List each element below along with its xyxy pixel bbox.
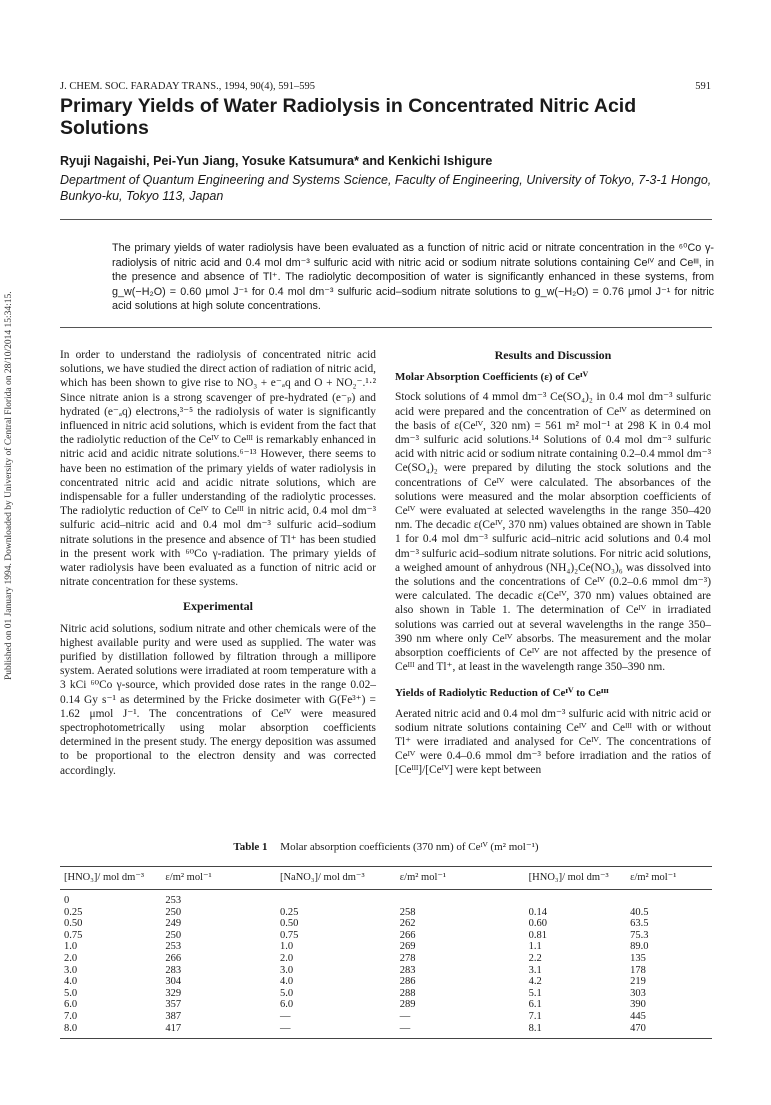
table-body <box>60 890 712 1039</box>
table-cell: 5.1 <box>528 987 542 999</box>
table-cell: 0.50 <box>64 918 83 930</box>
experimental-paragraph: Nitric acid solutions, sodium nitrate and other chemicals were of the highest available purity and were used as supplied. The water was purified by distillation followed by filtration through a millipore system. Aerated solutions were irradiated at room temperature with a 3 kCi ⁶⁰Co γ-source, which provided dose rates in the range 0.02–0.14 Gy s⁻¹ as determined by the Fricke dosimeter with G(Fe³⁺) = 1.62 μmol J⁻¹. The concentrations of Ceᴵⱽ were measured spectrophotometrically using molar absorption coefficients determined in the present study. The energy deposition was assumed to be proportional to the electron density and was corrected accordingly. <box>60 622 376 777</box>
table-cell: 4.0 <box>279 976 294 988</box>
experimental-heading: Experimental <box>183 599 253 614</box>
table-cell: 75.3 <box>630 929 649 941</box>
table-cell: 329 <box>165 987 182 999</box>
table-row <box>60 890 712 907</box>
article-title: Primary Yields of Water Radiolysis in Concentrated Nitric Acid Solutions <box>60 95 637 139</box>
table-caption <box>60 840 712 853</box>
table-cell <box>396 890 525 907</box>
table-cell: 266 <box>399 929 416 941</box>
table-cell: 2.0 <box>279 952 294 964</box>
table-cell: 253 <box>165 941 182 953</box>
table-cell: 445 <box>630 1010 646 1022</box>
table-cell: 3.1 <box>528 964 542 976</box>
table-cell: 3.0 <box>64 964 78 976</box>
table-cell: — <box>399 1022 411 1034</box>
table-cell: 2.0 <box>64 952 78 964</box>
journal-citation: J. CHEM. SOC. FARADAY TRANS., 1994, 90(4), 591–595 <box>60 81 315 92</box>
table-cell: 63.5 <box>630 918 649 930</box>
left-column <box>60 348 376 778</box>
col-header-nano3: [NaNO₃]/ mol dm⁻³ <box>279 872 365 883</box>
table-cell: 8.0 <box>64 1022 78 1034</box>
author-list: Ryuji Nagaishi, Pei-Yun Jiang, Yosuke Katsumura* and Kenkichi Ishigure <box>60 154 493 168</box>
table-cell: 0.25 <box>279 906 299 918</box>
intro-paragraph: In order to understand the radiolysis of concentrated nitric acid solutions, we have studied the direct action of radiation of nitric acid, which has been shown to give rise to NO₃ + e⁻ₐq and O + NO₂⁻.¹·² Since nitrate anion is a strong scavenger of pre-hydrated (e⁻ₚ) and hydrated (e⁻ₐq) electrons,³⁻⁵ the radiolysis of water is significantly influenced in nitric acid solutions, which is evident from the fact that the radiolytic reduction of the Ceᴵⱽ to Ceᴵᴵᴵ is remarkably enhanced in nitric acid and acidic nitrate solutions.⁶⁻¹³ However, there seems to have been no estimation of the primary yields of water radiolysis in concentrated nitric acid and acidic nitrate solutions, which are indispensable for a fuller understanding of the radiolytic processes. The radiolytic reduction of Ceᴵⱽ to Ceᴵᴵᴵ in nitric acid, 0.4 mol dm⁻³ sulfuric acid–nitric acid and 0.4 mol dm⁻³ sulfuric acid–sodium nitrate solutions in the presence and absence of Tl⁺ has been studied in the present work with ⁶⁰Co γ-radiation. The primary yields of water radiolysis have been evaluated as a function of nitric acid or nitrate concentration for these systems. <box>60 349 376 589</box>
col-header-hno3-1: [HNO₃]/ mol dm⁻³ <box>64 872 145 883</box>
right-column <box>395 348 711 778</box>
table-cell: 250 <box>165 929 182 941</box>
table-cell: 4.0 <box>64 976 78 988</box>
absorption-table <box>60 866 712 1039</box>
table-row <box>60 999 712 1011</box>
table-cell: 219 <box>630 976 646 988</box>
divider-top <box>60 219 712 220</box>
table-cell: 0.14 <box>528 906 548 918</box>
col-header-eps-3: ε/m² mol⁻¹ <box>630 872 677 883</box>
table-cell: 269 <box>399 941 416 953</box>
table-row <box>60 988 712 1000</box>
table-cell: 253 <box>165 895 182 906</box>
table-cell: 0.75 <box>279 929 299 941</box>
table-row <box>60 1023 712 1039</box>
side-stamp-text: Published on 01 January 1994. Downloaded by University of Central Florida on 28/10/2014 15:34:15. <box>4 291 14 680</box>
table-cell: 470 <box>630 1022 646 1034</box>
table-cell: 258 <box>399 906 416 918</box>
table-cell: 303 <box>630 987 646 999</box>
table-cell <box>276 890 396 907</box>
table-cell: 278 <box>399 952 416 964</box>
table-cell: 390 <box>630 999 646 1011</box>
table-cell: 0.75 <box>64 929 83 941</box>
table-cell: 1.0 <box>64 941 78 953</box>
table-cell <box>525 890 626 907</box>
table-row <box>60 941 712 953</box>
table-cell <box>626 890 712 907</box>
table-cell: — <box>399 1010 411 1022</box>
table-cell: 0 <box>64 895 70 906</box>
table-cell: 1.1 <box>528 941 542 953</box>
table-cell: 0.60 <box>528 918 548 930</box>
table-cell: 250 <box>165 906 182 918</box>
table-cell: 89.0 <box>630 941 649 953</box>
table-cell: 283 <box>165 964 182 976</box>
table-cell: — <box>279 1010 291 1022</box>
table-caption-text: Molar absorption coefficients (370 nm) of Ceᴵⱽ (m² mol⁻¹) <box>280 841 539 853</box>
table-cell: 249 <box>165 918 182 930</box>
abstract: The primary yields of water radiolysis have been evaluated as a function of nitric acid or nitrate concentration in the ⁶⁰Co γ-radiolysis of nitric acid and 0.4 mol dm⁻³ sulfuric acid with nitric acid or sodium nitrate solutions containing Ceᴵⱽ and Ceᴵᴵᴵ, in the presence and absence of Tl⁺. The radiolytic decomposition of water is significantly enhanced in these systems, from g_w(−H₂O) = 0.60 μmol J⁻¹ for 0.4 mol dm⁻³ sulfuric acid–sodium nitrate solutions to g_w(−H₂O) = 0.76 μmol J⁻¹ for nitric acid solutions at high solute concentrations. <box>112 242 714 313</box>
table-cell: 4.2 <box>528 976 542 988</box>
table-cell: 283 <box>399 964 416 976</box>
table-cell: 2.2 <box>528 952 542 964</box>
table-cell: 266 <box>165 952 182 964</box>
table-cell: 135 <box>630 952 646 964</box>
table-cell: 7.0 <box>64 1010 78 1022</box>
table-cell: 8.1 <box>528 1022 542 1034</box>
table-cell: 262 <box>399 918 416 930</box>
table-row <box>60 965 712 977</box>
table-cell: 417 <box>165 1022 182 1034</box>
affiliation: Department of Quantum Engineering and Systems Science, Faculty of Engineering, University of Tokyo, 7-3-1 Hongo, Bunkyo-ku, Tokyo 113, Japan <box>60 173 712 203</box>
table-cell: 0.81 <box>528 929 548 941</box>
table-cell: 286 <box>399 976 416 988</box>
col-header-eps-1: ε/m² mol⁻¹ <box>165 872 212 883</box>
table-cell: 5.0 <box>279 987 294 999</box>
results-heading: Results and Discussion <box>494 348 612 362</box>
table-cell: 178 <box>630 964 646 976</box>
results-paragraph-2: Aerated nitric acid and 0.4 mol dm⁻³ sulfuric acid with nitric acid or sodium nitrate solutions containing Ceᴵⱽ and Ceᴵᴵᴵ with or without Tl⁺ were irradiated and analysed for Ceᴵⱽ. The concentrations of Ceᴵⱽ were 0.4–0.6 mmol dm⁻³ before irradiation and the ratios of [Ceᴵᴵᴵ]/[Ceᴵⱽ] were kept between <box>395 707 711 777</box>
table-cell: 288 <box>399 987 416 999</box>
table-cell: 7.1 <box>528 1010 542 1022</box>
table-row <box>60 976 712 988</box>
results-paragraph-1: Stock solutions of 4 mmol dm⁻³ Ce(SO₄)₂ in 0.4 mol dm⁻³ sulfuric acid were prepared and the concentration of Ceᴵⱽ as determined on the basis of ε(Ceᴵⱽ, 320 nm) = 561 m² mol⁻¹ at 298 K in 0.4 mol dm⁻³ sulfuric acid solutions.¹⁴ Solutions of 0.4 mol dm⁻³ sulfuric acid with nitric acid or sodium nitrate containing 0.2–0.4 mmol dm⁻³ Ce(SO₄)₂ were prepared by diluting the stock solutions and the concentrations of Ceᴵⱽ were calculated. The absorbances of the solutions were measured and the molar absorption coefficients of Ceᴵⱽ were evaluated at selected wavelengths in the range 350–420 nm. The decadic ε(Ceᴵⱽ, 370 nm) values obtained are shown in Table 1 for 0.4 mol dm⁻³ sulfuric acid–nitric acid solutions and 0.4 mol dm⁻³ sulfuric acid–sodium nitrate solutions. For nitric acid solutions, a weighed amount of anhydrous (NH₄)₂Ce(NO₃)₆ was dissolved into the solutions and the concentrations of Ceᴵⱽ (0.2–0.6 mmol dm⁻³) were calculated. The decadic ε(Ceᴵⱽ, 370 nm) values obtained are also shown in Table 1. The determination of Ceᴵⱽ in irradiated solutions was carried out at several wavelengths in the range 350–390 nm where only Ceᴵⱽ absorbs. The measurement and the molar absorption coefficients of Ceᴵⱽ are not affected by the presence of Ceᴵᴵᴵ and Tl⁺, at least in the wavelength range 350–390 nm. <box>395 391 711 674</box>
table-cell: 289 <box>399 999 416 1011</box>
col-header-eps-2: ε/m² mol⁻¹ <box>399 872 447 883</box>
table-row <box>60 1011 712 1023</box>
table-cell: 6.1 <box>528 999 542 1011</box>
table-row <box>60 953 712 965</box>
table-cell: 0.50 <box>279 918 299 930</box>
table-row <box>60 930 712 942</box>
col-header-hno3-2: [HNO₃]/ mol dm⁻³ <box>528 872 609 883</box>
table-row <box>60 918 712 930</box>
table-cell: 6.0 <box>279 999 294 1011</box>
subheading-reduction-yields: Yields of Radiolytic Reduction of Ceᴵⱽ to Ceᴵᴵᴵ <box>395 687 609 700</box>
table-cell: 304 <box>165 976 182 988</box>
table-cell: 0.25 <box>64 906 83 918</box>
side-download-stamp <box>4 200 18 680</box>
table-cell: — <box>279 1022 291 1034</box>
page-number: 591 <box>695 81 711 92</box>
table-cell: 357 <box>165 999 182 1011</box>
table-cell: 6.0 <box>64 999 78 1011</box>
table-row <box>60 907 712 919</box>
table-cell: 387 <box>165 1010 182 1022</box>
table-cell: 5.0 <box>64 987 78 999</box>
divider-bottom <box>60 327 712 328</box>
table-cell: 3.0 <box>279 964 294 976</box>
table-label: Table 1 <box>233 841 268 853</box>
table-cell: 40.5 <box>630 906 649 918</box>
subheading-molar-absorption: Molar Absorption Coefficients (ε) of Ceᴵⱽ <box>395 371 589 384</box>
table-cell: 1.0 <box>279 941 294 953</box>
table-header-row <box>60 867 712 890</box>
